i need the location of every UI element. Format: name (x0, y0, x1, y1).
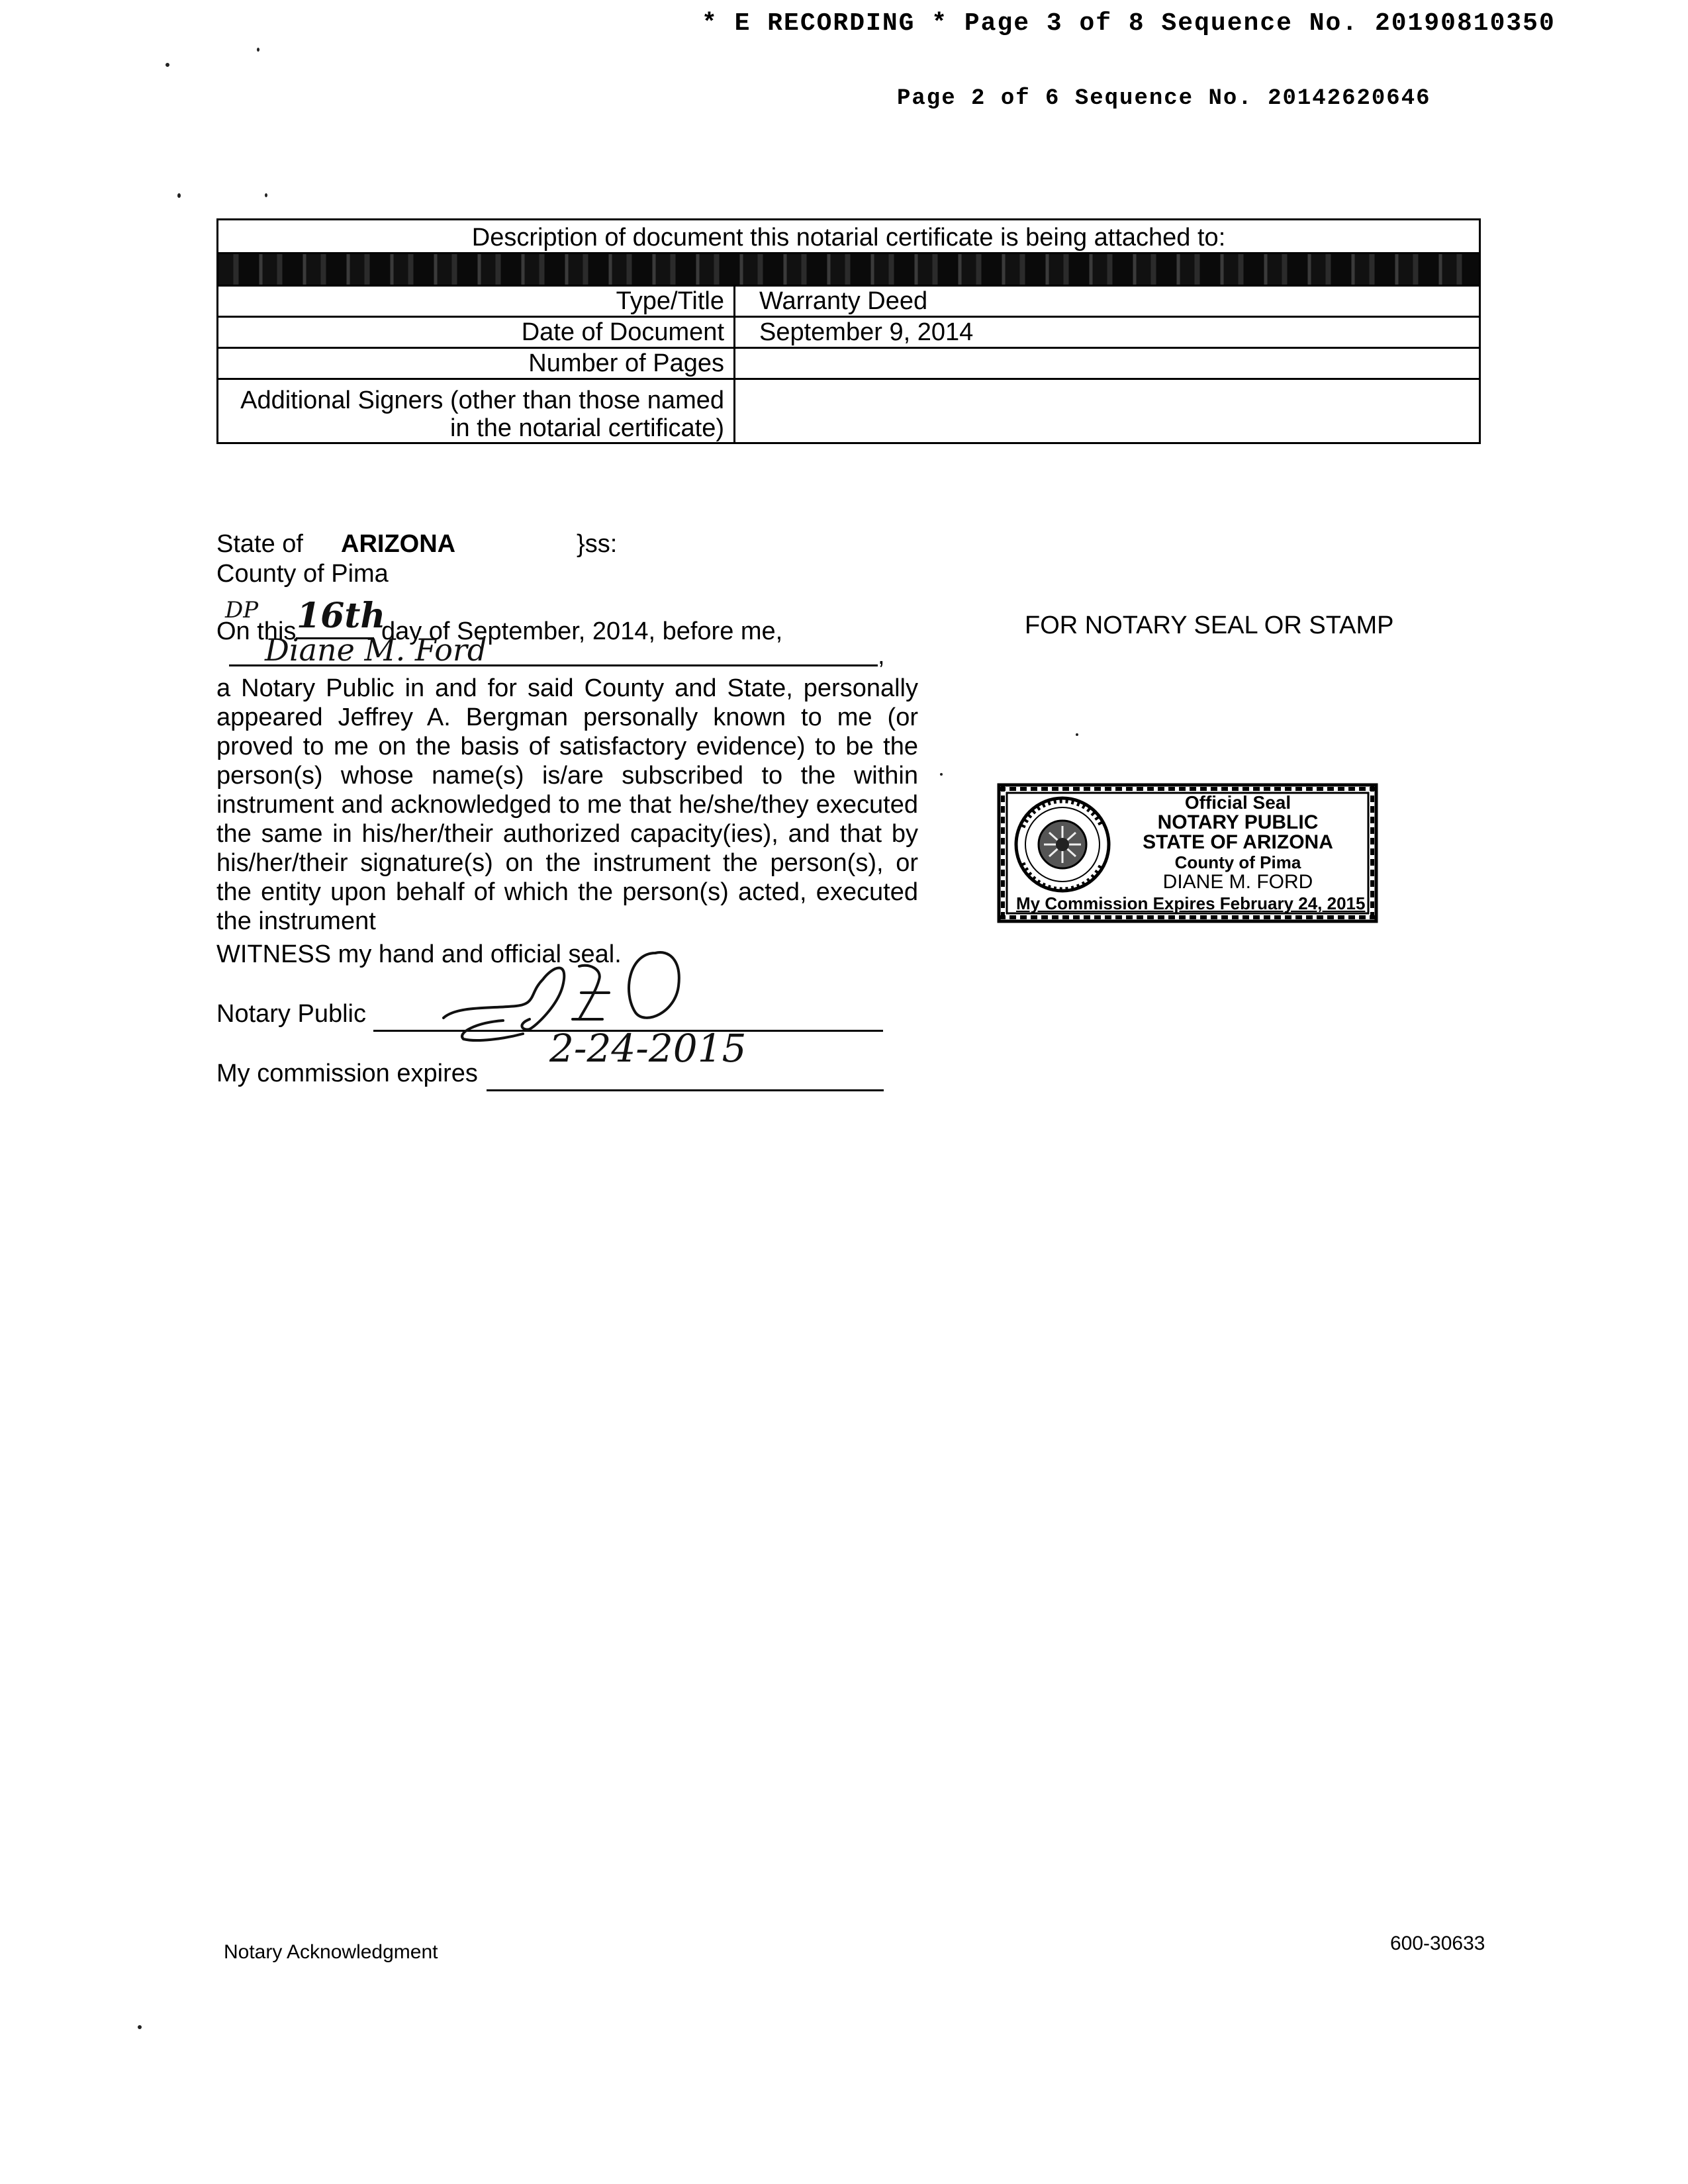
form-name: Notary Acknowledgment (224, 1941, 438, 1963)
notary-name-comma: , (878, 642, 885, 670)
witness-line: WITNESS my hand and official seal. (216, 940, 622, 968)
paragraph-line: the same in his/her/their authorized capacity(ies), and that by (216, 820, 918, 848)
document-date-value: September 9, 2014 (735, 317, 1480, 348)
ss-bracket: }ss: (577, 530, 618, 558)
scan-speck (265, 193, 267, 197)
seal-state: STATE OF ARIZONA (1143, 831, 1333, 853)
scan-speck (165, 63, 169, 67)
scan-speck (940, 773, 943, 776)
handwritten-notary-name: Diane M. Ford (265, 632, 487, 668)
table-row (218, 286, 1480, 317)
handwritten-initials: DP (225, 597, 259, 623)
description-table-heading: Description of document this notarial certificate is being attached to: (218, 220, 1480, 253)
number-of-pages-value (735, 348, 1480, 379)
number-of-pages-label: Number of Pages (218, 348, 735, 379)
county-line (216, 559, 389, 588)
county-value: Pima (331, 560, 389, 588)
paragraph-line: appeared Jeffrey A. Bergman personally known to me (or (216, 704, 918, 731)
day-of-month-text: day of September, 2014, before me, (381, 617, 783, 645)
on-this-label: On this (216, 617, 297, 645)
redaction-bar (218, 253, 1480, 286)
page-sequence-header: Page 2 of 6 Sequence No. 20142620646 (897, 86, 1431, 111)
form-number: 600-30633 (1390, 1933, 1485, 1954)
commission-expires-label: My commission expires (216, 1060, 478, 1087)
table-row (218, 379, 1480, 443)
additional-signers-label-line-1: Additional Signers (other than those named (240, 387, 724, 414)
seal-text-block (1109, 793, 1367, 892)
table-row (218, 317, 1480, 348)
state-prefix: State of (216, 530, 303, 558)
handwritten-day: 16th (297, 596, 386, 636)
notary-seal-label: FOR NOTARY SEAL OR STAMP (1025, 612, 1394, 639)
seal-official-seal: Official Seal (1184, 792, 1291, 813)
seal-county: County of Pima (1174, 852, 1301, 872)
seal-notary-name: DIANE M. FORD (1162, 871, 1313, 893)
handwritten-expiration-date: 2-24-2015 (549, 1026, 747, 1071)
paragraph-line: instrument and acknowledged to me that he/she/they executed (216, 791, 918, 819)
paragraph-line: a Notary Public in and for said County and State, personally (216, 674, 918, 702)
additional-signers-label (218, 379, 735, 443)
paragraph-line: proved to me on the basis of satisfactory evidence) to be the (216, 733, 918, 760)
notary-public-label: Notary Public (216, 1000, 366, 1028)
paragraph-line: the entity upon behalf of which the person(s) acted, executed (216, 878, 918, 906)
scan-speck (1076, 733, 1078, 736)
scan-speck (177, 193, 181, 198)
state-line (216, 529, 618, 559)
additional-signers-value (735, 379, 1480, 443)
state-value: ARIZONA (341, 530, 456, 558)
acknowledgment-paragraph (216, 674, 918, 936)
additional-signers-label-line-2: in the notarial certificate) (450, 414, 724, 442)
document-date-label: Date of Document (218, 317, 735, 348)
notary-seal-stamp (996, 781, 1380, 927)
seal-notary-public: NOTARY PUBLIC (1157, 811, 1319, 833)
scan-speck (138, 2025, 142, 2029)
type-title-value: Warranty Deed (735, 286, 1480, 317)
paragraph-line: his/her/their signature(s) on the instrument the person(s), or (216, 849, 918, 877)
paragraph-line: person(s) whose name(s) is/are subscribed to the within (216, 762, 918, 790)
paragraph-last-line: the instrument (216, 907, 376, 935)
scan-speck (257, 48, 259, 52)
type-title-label: Type/Title (218, 286, 735, 317)
seal-commission-expiration: My Commission Expires February 24, 2015 (1016, 893, 1366, 913)
recording-header: * E RECORDING * Page 3 of 8 Sequence No. 20190810350 (702, 9, 1556, 38)
table-row (218, 348, 1480, 379)
county-prefix: County of (216, 560, 324, 588)
document-description-table (216, 218, 1481, 444)
